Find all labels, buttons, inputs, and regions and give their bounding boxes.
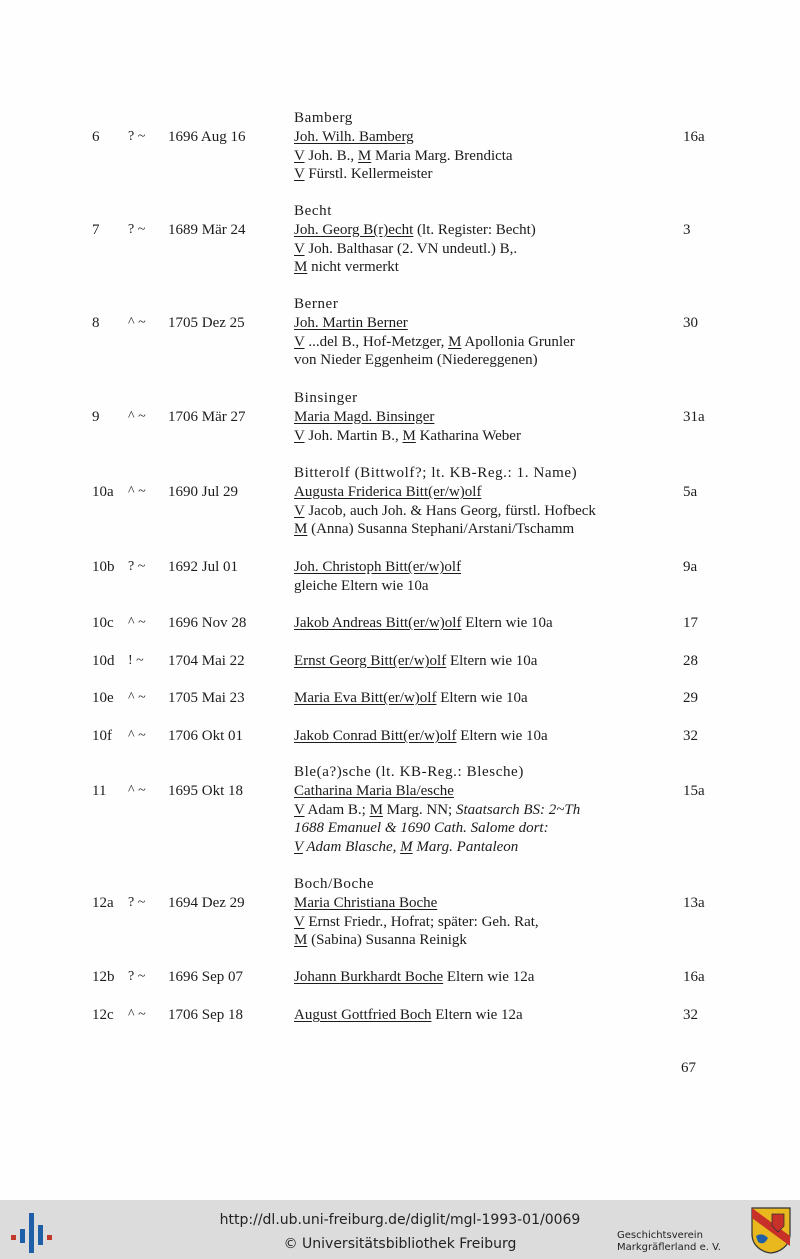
- person-name-line: [294, 484, 481, 501]
- underlined-text: Jakob Andreas Bitt(er/w)olf: [294, 615, 462, 631]
- parents-line: [294, 820, 549, 837]
- underlined-text: Joh. Martin Berner: [294, 314, 408, 331]
- page-reference: 16a: [683, 128, 705, 145]
- family-name: Ble(a?)sche (lt. KB-Reg.: Blesche): [294, 764, 524, 780]
- entry-date: 1696 Nov 28: [168, 615, 247, 631]
- person-name-line: [294, 1007, 523, 1024]
- entry-date: 1706 Sep 18: [168, 1007, 243, 1023]
- text-segment: gleiche Eltern wie 10a: [294, 577, 429, 594]
- underlined-text: V: [294, 147, 305, 164]
- entry-number: 10c: [92, 615, 114, 631]
- underlined-text: M: [448, 333, 462, 350]
- family-name: Bamberg: [294, 110, 353, 126]
- text-segment: Eltern wie 10a: [461, 615, 553, 631]
- family-name: Boch/Boche: [294, 876, 375, 892]
- page-reference: 29: [683, 690, 698, 706]
- baptism-mark: ^ ~: [128, 483, 146, 499]
- page-reference: 16a: [683, 969, 705, 985]
- person-name-line: [294, 615, 553, 632]
- baptism-mark: ? ~: [128, 894, 146, 910]
- underlined-text: M: [369, 801, 383, 818]
- underlined-text: Maria Magd. Binsinger: [294, 408, 435, 425]
- text-segment: nicht vermerkt: [307, 259, 399, 276]
- text-segment: Eltern wie 10a: [436, 690, 528, 706]
- underlined-text: M: [400, 839, 413, 856]
- underlined-text: M: [357, 147, 372, 164]
- person-name-line: [294, 222, 536, 239]
- page-reference: 32: [683, 1007, 698, 1023]
- family-name: Binsinger: [294, 390, 358, 406]
- baptism-mark: ^ ~: [128, 615, 146, 630]
- parents-line: [294, 428, 521, 445]
- text-segment: Adam Blasche,: [302, 839, 401, 856]
- text-segment: Eltern wie 10a: [456, 728, 548, 744]
- page-reference: 28: [683, 653, 698, 669]
- family-name: Becht: [294, 203, 332, 219]
- footer-url[interactable]: http://dl.ub.uni-freiburg.de/diglit/mgl-1993-01/0069: [219, 1212, 581, 1228]
- baptism-mark: ^ ~: [128, 408, 146, 424]
- text-segment: Katharina Weber: [415, 427, 521, 444]
- entry-date: 1704 Mai 22: [168, 653, 245, 669]
- entry-number: 7: [92, 221, 100, 238]
- entry-number: 10d: [92, 653, 115, 669]
- parents-line: [294, 578, 429, 595]
- entry-number: 11: [92, 782, 107, 799]
- org-name-line2: Markgräflerland e. V.: [617, 1242, 721, 1253]
- person-name-line: [294, 653, 537, 670]
- text-segment: Apollonia Grunler: [461, 333, 575, 350]
- entry-date: 1689 Mär 24: [168, 221, 246, 238]
- underlined-text: V: [294, 913, 305, 930]
- baptism-mark: ! ~: [128, 653, 144, 668]
- underlined-text: Joh. Wilh. Bamberg: [294, 128, 414, 145]
- entry-date: 1696 Aug 16: [168, 128, 246, 145]
- parents-line: [294, 521, 574, 538]
- underlined-text: V: [294, 801, 305, 818]
- parents-line: [294, 259, 399, 276]
- person-name-line: [294, 783, 454, 800]
- entry-number: 8: [92, 314, 100, 331]
- entry-date: 1695 Okt 18: [168, 782, 243, 799]
- baptism-mark: ^ ~: [128, 1007, 146, 1022]
- text-segment: Jacob, auch Joh. & Hans Georg, fürstl. Hofbeck: [304, 502, 596, 519]
- family-name: Berner: [294, 296, 339, 312]
- parents-line: [294, 932, 467, 949]
- footer-copyright: © Universitätsbibliothek Freiburg: [283, 1236, 517, 1252]
- underlined-text: M: [294, 932, 308, 949]
- text-segment: (lt. Register: Becht): [413, 221, 536, 238]
- page-reference: 3: [683, 221, 691, 238]
- page-reference: 32: [683, 728, 698, 744]
- parents-line: [294, 352, 538, 369]
- text-segment: Joh. Martin B.,: [304, 427, 403, 444]
- person-name-line: [294, 690, 528, 707]
- underlined-text: Joh. Georg B(r)echt: [294, 221, 414, 238]
- underlined-text: V: [294, 240, 305, 257]
- underlined-text: Joh. Christoph Bitt(er/w)olf: [294, 559, 462, 575]
- text-segment: Staatsarch BS: 2~Th: [455, 801, 581, 818]
- underlined-text: M: [402, 427, 416, 444]
- person-name-line: [294, 969, 534, 986]
- text-segment: Marg. Pantaleon: [412, 839, 519, 856]
- underlined-text: M: [294, 259, 308, 276]
- text-segment: (Anna) Susanna Stephani/Arstani/Tschamm: [307, 521, 575, 538]
- library-logo-icon[interactable]: [8, 1207, 56, 1253]
- entry-date: 1690 Jul 29: [168, 483, 239, 500]
- text-segment: Eltern wie 12a: [431, 1007, 523, 1023]
- underlined-text: August Gottfried Boch: [294, 1007, 432, 1023]
- text-segment: Ernst Friedr., Hofrat; später: Geh. Rat,: [304, 913, 539, 930]
- text-segment: Adam B.;: [304, 801, 370, 818]
- page-number: 67: [681, 1060, 696, 1076]
- underlined-text: V: [294, 166, 305, 183]
- baptism-mark: ? ~: [128, 559, 146, 574]
- entry-number: 10e: [92, 690, 114, 706]
- entry-date: 1692 Jul 01: [168, 559, 239, 575]
- entry-number: 9: [92, 408, 100, 425]
- underlined-text: Catharina Maria Bla/esche: [294, 782, 454, 799]
- baptism-mark: ? ~: [128, 128, 146, 144]
- parents-line: [294, 839, 518, 856]
- entry-date: 1705 Dez 25: [168, 314, 245, 331]
- person-name-line: [294, 409, 434, 426]
- text-segment: Maria Marg. Brendicta: [371, 147, 513, 164]
- parents-line: [294, 241, 517, 258]
- person-name-line: [294, 315, 408, 332]
- entry-number: 6: [92, 128, 100, 145]
- entry-date: 1705 Mai 23: [168, 690, 245, 706]
- entry-number: 12c: [92, 1007, 114, 1023]
- entry-number: 12a: [92, 894, 114, 911]
- parents-line: [294, 334, 575, 351]
- coat-of-arms-icon: [750, 1206, 792, 1254]
- underlined-text: V: [294, 839, 303, 856]
- underlined-text: V: [294, 502, 305, 519]
- baptism-mark: ^ ~: [128, 690, 146, 705]
- page-reference: 13a: [683, 894, 705, 911]
- text-segment: 1688 Emanuel & 1690 Cath. Salome dort:: [294, 820, 549, 837]
- text-segment: Joh. B.,: [304, 147, 358, 164]
- text-segment: Marg. NN;: [382, 801, 456, 818]
- underlined-text: Jakob Conrad Bitt(er/w)olf: [294, 728, 457, 744]
- entry-number: 12b: [92, 969, 115, 985]
- person-name-line: [294, 559, 461, 576]
- baptism-mark: ^ ~: [128, 314, 146, 330]
- entry-number: 10a: [92, 483, 114, 500]
- entry-number: 10b: [92, 559, 115, 575]
- parents-line: [294, 802, 580, 819]
- text-segment: von Nieder Eggenheim (Niedereggenen): [294, 352, 538, 369]
- underlined-text: V: [294, 427, 305, 444]
- entry-date: 1694 Dez 29: [168, 894, 245, 911]
- entry-number: 10f: [92, 728, 112, 744]
- family-name: Bitterolf (Bittwolf?; lt. KB-Reg.: 1. Name): [294, 465, 578, 481]
- baptism-mark: ^ ~: [128, 728, 146, 743]
- person-name-line: [294, 895, 437, 912]
- text-segment: (Sabina) Susanna Reinigk: [307, 932, 467, 949]
- entry-date: 1706 Mär 27: [168, 408, 246, 425]
- page-reference: 30: [683, 314, 698, 331]
- org-name-line1: Geschichtsverein: [617, 1230, 703, 1241]
- text-segment: ...del B., Hof-Metzger,: [304, 333, 449, 350]
- parents-line: [294, 914, 539, 931]
- underlined-text: Ernst Georg Bitt(er/w)olf: [294, 653, 447, 669]
- underlined-text: V: [294, 333, 305, 350]
- person-name-line: [294, 129, 414, 146]
- person-name-line: [294, 728, 548, 745]
- underlined-text: M: [294, 521, 308, 538]
- entry-date: 1696 Sep 07: [168, 969, 243, 985]
- page-reference: 31a: [683, 408, 705, 425]
- page-reference: 9a: [683, 559, 698, 575]
- underlined-text: Augusta Friderica Bitt(er/w)olf: [294, 483, 482, 500]
- footer-organization: [617, 1230, 721, 1254]
- text-segment: Joh. Balthasar (2. VN undeutl.) B,.: [304, 240, 518, 257]
- parents-line: [294, 166, 432, 183]
- text-segment: Fürstl. Kellermeister: [304, 166, 433, 183]
- entry-date: 1706 Okt 01: [168, 728, 243, 744]
- parents-line: [294, 148, 513, 165]
- parents-line: [294, 503, 596, 520]
- baptism-mark: ^ ~: [128, 782, 146, 798]
- page-reference: 17: [683, 615, 698, 631]
- text-segment: Eltern wie 10a: [446, 653, 538, 669]
- footer-bar: [0, 1200, 800, 1259]
- text-segment: Eltern wie 12a: [443, 969, 535, 985]
- page-reference: 15a: [683, 782, 705, 799]
- underlined-text: Johann Burkhardt Boche: [294, 969, 444, 985]
- underlined-text: Maria Eva Bitt(er/w)olf: [294, 690, 437, 706]
- baptism-mark: ? ~: [128, 969, 146, 984]
- underlined-text: Maria Christiana Boche: [294, 894, 438, 911]
- page-reference: 5a: [683, 483, 698, 500]
- baptism-mark: ? ~: [128, 221, 146, 237]
